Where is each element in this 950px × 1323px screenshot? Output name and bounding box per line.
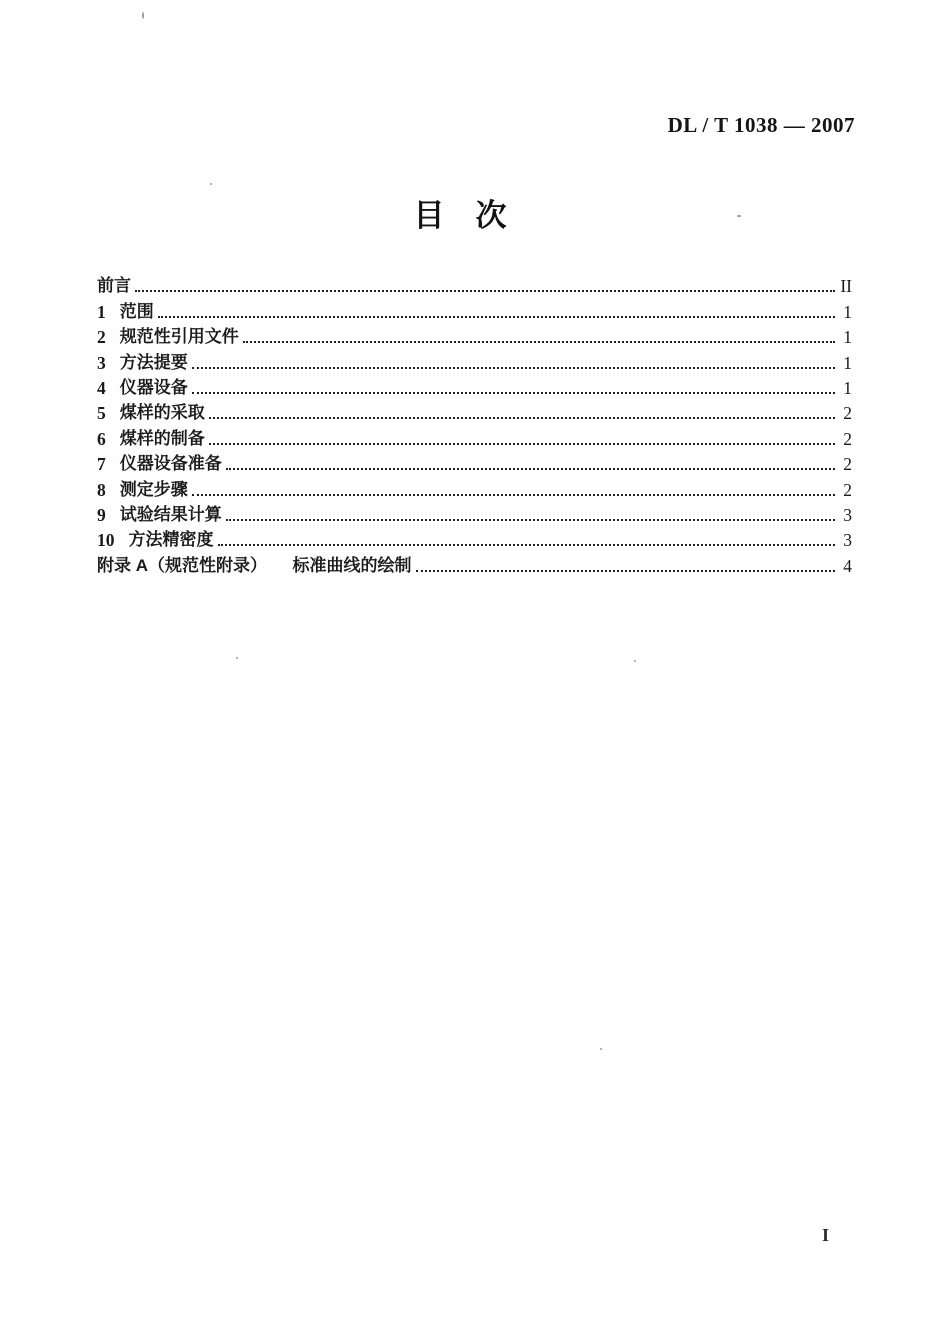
toc-entry-number: 1 (97, 301, 106, 322)
toc-entry-title: 方法提要 (119, 352, 188, 372)
toc-entry-instrument-preparation (97, 450, 852, 475)
scan-speck (142, 12, 144, 19)
toc-entry-scope (97, 297, 852, 322)
dot-leader (226, 468, 835, 470)
toc-entry-instruments (97, 374, 852, 399)
toc-entry-title: 仪器设备准备 (119, 454, 222, 474)
scan-speck (210, 183, 212, 185)
dot-leader (192, 392, 835, 394)
dot-leader (209, 417, 835, 419)
toc-entry-page: 3 (843, 530, 852, 551)
toc-entry-number: 6 (97, 428, 106, 449)
toc-entry-result-calculation (97, 501, 852, 526)
dot-leader (243, 341, 835, 343)
toc-entry-number: 4 (97, 377, 106, 398)
toc-entry-page: 3 (843, 504, 852, 525)
toc-entry-title: 仪器设备 (119, 377, 188, 397)
toc-entry-page: 2 (843, 479, 852, 500)
toc-entry-number: 8 (97, 479, 106, 500)
toc-entry-page: 1 (843, 327, 852, 348)
toc-entry-procedure (97, 475, 852, 500)
dot-leader (416, 570, 836, 572)
toc-entry-method-summary (97, 348, 852, 373)
toc-entry-page: 1 (843, 352, 852, 373)
toc-entry-title: 前言 (97, 276, 131, 296)
toc-entry-title: 煤样的制备 (119, 428, 205, 448)
scan-speck (737, 215, 741, 217)
toc-entry-number: 5 (97, 403, 106, 424)
toc-entry-title: 附录 A（规范性附录） 标准曲线的绘制 (97, 555, 412, 575)
toc-entry-sample-preparation (97, 424, 852, 449)
dot-leader (209, 443, 835, 445)
toc-entry-number: 7 (97, 454, 106, 475)
table-of-contents (97, 272, 852, 577)
toc-entry-page: II (840, 276, 852, 297)
dot-leader (158, 316, 835, 318)
toc-entry-page: 1 (843, 377, 852, 398)
scan-speck (634, 660, 636, 662)
toc-entry-appendix-a (97, 551, 852, 576)
toc-entry-number: 9 (97, 504, 106, 525)
dot-leader (192, 494, 835, 496)
toc-entry-page: 1 (843, 301, 852, 322)
toc-entry-page: 2 (843, 454, 852, 475)
toc-entry-title: 测定步骤 (119, 479, 188, 499)
toc-entry-title: 范围 (119, 301, 154, 321)
document-standard-number: DL / T 1038 — 2007 (667, 113, 855, 137)
scan-speck (236, 657, 238, 659)
footer-page-number: I (822, 1225, 830, 1245)
toc-entry-title: 试验结果计算 (119, 504, 222, 524)
dot-leader (226, 519, 835, 521)
toc-entry-number: 2 (97, 327, 106, 348)
dot-leader (218, 544, 836, 546)
toc-entry-precision (97, 526, 852, 551)
toc-entry-sample-collection (97, 399, 852, 424)
toc-entry-page: 4 (843, 555, 852, 576)
toc-entry-title: 规范性引用文件 (119, 327, 239, 347)
toc-entry-title: 方法精密度 (128, 530, 214, 550)
dot-leader (135, 290, 835, 292)
toc-entry-title: 煤样的采取 (119, 403, 205, 423)
scan-speck (600, 1048, 602, 1050)
toc-entry-number: 3 (97, 352, 106, 373)
toc-entry-page: 2 (843, 428, 852, 449)
toc-entry-page: 2 (843, 403, 852, 424)
toc-entry-number: 10 (97, 530, 115, 551)
toc-entry-normative-references (97, 323, 852, 348)
dot-leader (192, 367, 835, 369)
page-title: 目 次 (413, 198, 507, 233)
toc-entry-foreword (97, 272, 852, 297)
